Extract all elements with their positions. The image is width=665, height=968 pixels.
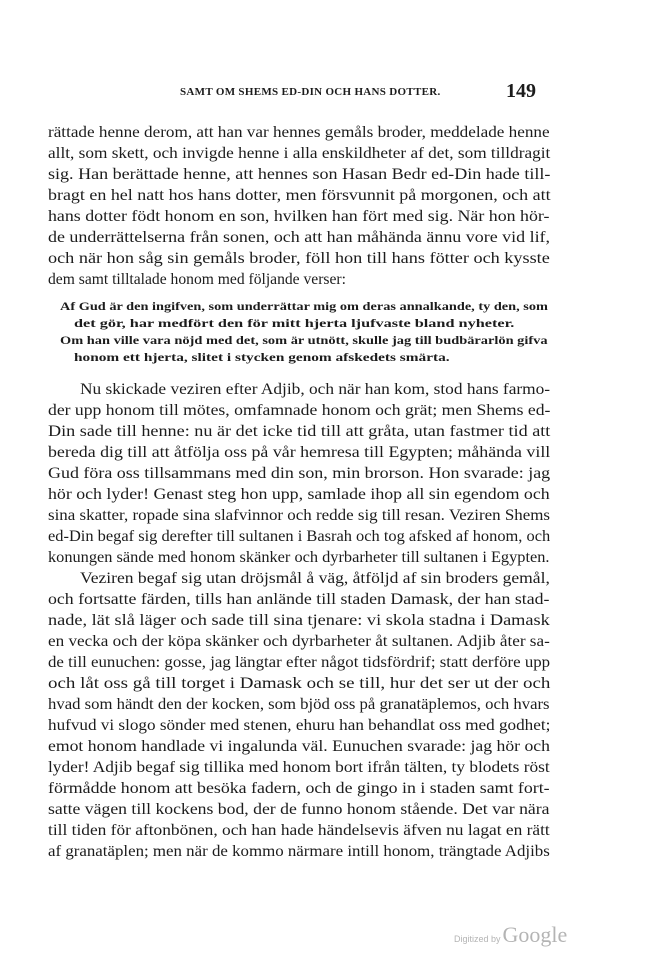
- text-line: förmådde honom att besöka fadern, och de gingo in i staden samt fort-: [48, 780, 550, 797]
- text-line: emot honom handlade vi ingalunda väl. Eunuchen svarade: jag hör och: [48, 738, 550, 755]
- text-line: de till eunuchen: gosse, jag längtar efter något tidsfördrif; statt derföre upp: [48, 654, 551, 671]
- text-line: dem samt tilltalade honom med följande verser:: [48, 271, 346, 288]
- watermark-prefix: Digitized by: [454, 934, 501, 944]
- text-line: hör och lyder! Genast steg hon upp, samlade ihop all sin egendom och: [48, 486, 550, 503]
- text-line: hvad som händt den der kocken, som bjöd oss på granatäplemos, och hvars: [48, 696, 550, 713]
- text-line: hans dotter födt honom en son, hvilken han fört med sig. När hon hör-: [48, 208, 550, 225]
- text-line: bragt en hel natt hos hans dotter, men försvunnit på morgonen, och att: [48, 187, 551, 204]
- running-title: SAMT OM SHEMS ED-DIN OCH HANS DOTTER.: [180, 86, 441, 98]
- text-line: der upp honom till mötes, omfamnade honom och grät; men Shems ed-: [48, 402, 551, 419]
- text-line: satte vägen till kockens bod, der de funno honom stående. Det var nära: [48, 801, 550, 818]
- verse-line: det gör, har medfört den för mitt hjerta ljufvaste bland nyheter.: [74, 318, 515, 330]
- google-logo: Google: [502, 922, 568, 947]
- text-line: sig. Han berättade henne, att hennes son Hasan Bedr ed-Din hade till-: [48, 166, 551, 183]
- text-line: och låt oss gå till torget i Damask och se till, hur det ser ut der och: [48, 675, 551, 692]
- text-line: konungen sände med honom skänker och dyrbarheter till sultanen i Egypten.: [48, 549, 550, 566]
- text-line: Gud föra oss tillsammans med din son, min brorson. Hon svarade: jag: [48, 465, 551, 482]
- text-line: hufvud vi slogo sönder med stenen, ehuru han behandlat oss med godhet;: [48, 717, 551, 734]
- text-line: bereda dig till att åtfölja oss på vår hemresa till Egypten; måhända vill: [48, 444, 551, 461]
- verse-line: honom ett hjerta, slitet i stycken genom afskedets smärta.: [74, 352, 450, 364]
- text-line: lyder! Adjib begaf sig tillika med honom bort ifrån tälten, ty blodets röst: [48, 759, 550, 776]
- verse-line: Om han ville vara nöjd med det, som är utnött, skulle jag till budbärarlön gifva: [60, 335, 548, 347]
- text-line: ed-Din begaf sig derefter till sultanen i Basrah och tog afsked af honom, och: [48, 528, 551, 545]
- text-line: och när hon såg sin gemåls broder, föll hon till hans fötter och kysste: [48, 250, 550, 267]
- digitized-watermark: [454, 922, 567, 948]
- text-line: af granatäplen; men när de kommo närmare intill honom, trängtade Adjibs: [48, 843, 550, 860]
- text-line: och fortsatte färden, tills han anlände till staden Damask, der han stad-: [48, 591, 550, 608]
- text-line: Din sade till henne: nu är det icke tid till att gråta, utan fastmer tid att: [48, 423, 551, 440]
- text-line: allt, som skett, och invigde henne i alla enskildheter af det, som tilldragit: [48, 145, 551, 162]
- verse-line: Af Gud är den ingifven, som underrättar mig om deras annalkande, ty den, som: [60, 301, 548, 313]
- text-line: Nu skickade veziren efter Adjib, och när han kom, stod hans farmo-: [80, 381, 551, 398]
- text-line: nade, lät slå läger och sade till sina tjenare: vi skola stadna i Damask: [48, 612, 550, 629]
- text-line: en vecka och der köpa skänker och dyrbarheter åt sultanen. Adjib åter sa-: [48, 633, 550, 650]
- page-header: [48, 80, 573, 110]
- text-line: till tiden för aftonbönen, och han hade händelsevis äfven nu lagat en rätt: [48, 822, 550, 839]
- text-line: rättade henne derom, att han var hennes gemåls broder, meddelade henne: [48, 124, 550, 141]
- text-line: sina skatter, ropade sina slafvinnor och redde sig till resan. Veziren Shems: [48, 507, 551, 524]
- text-line: Veziren begaf sig utan dröjsmål å väg, åtföljd af sin broders gemål,: [80, 570, 550, 587]
- text-line: de underrättelserna från sonen, och att han måhända ännu vore vid lif,: [48, 229, 551, 246]
- page-number: 149: [506, 80, 536, 102]
